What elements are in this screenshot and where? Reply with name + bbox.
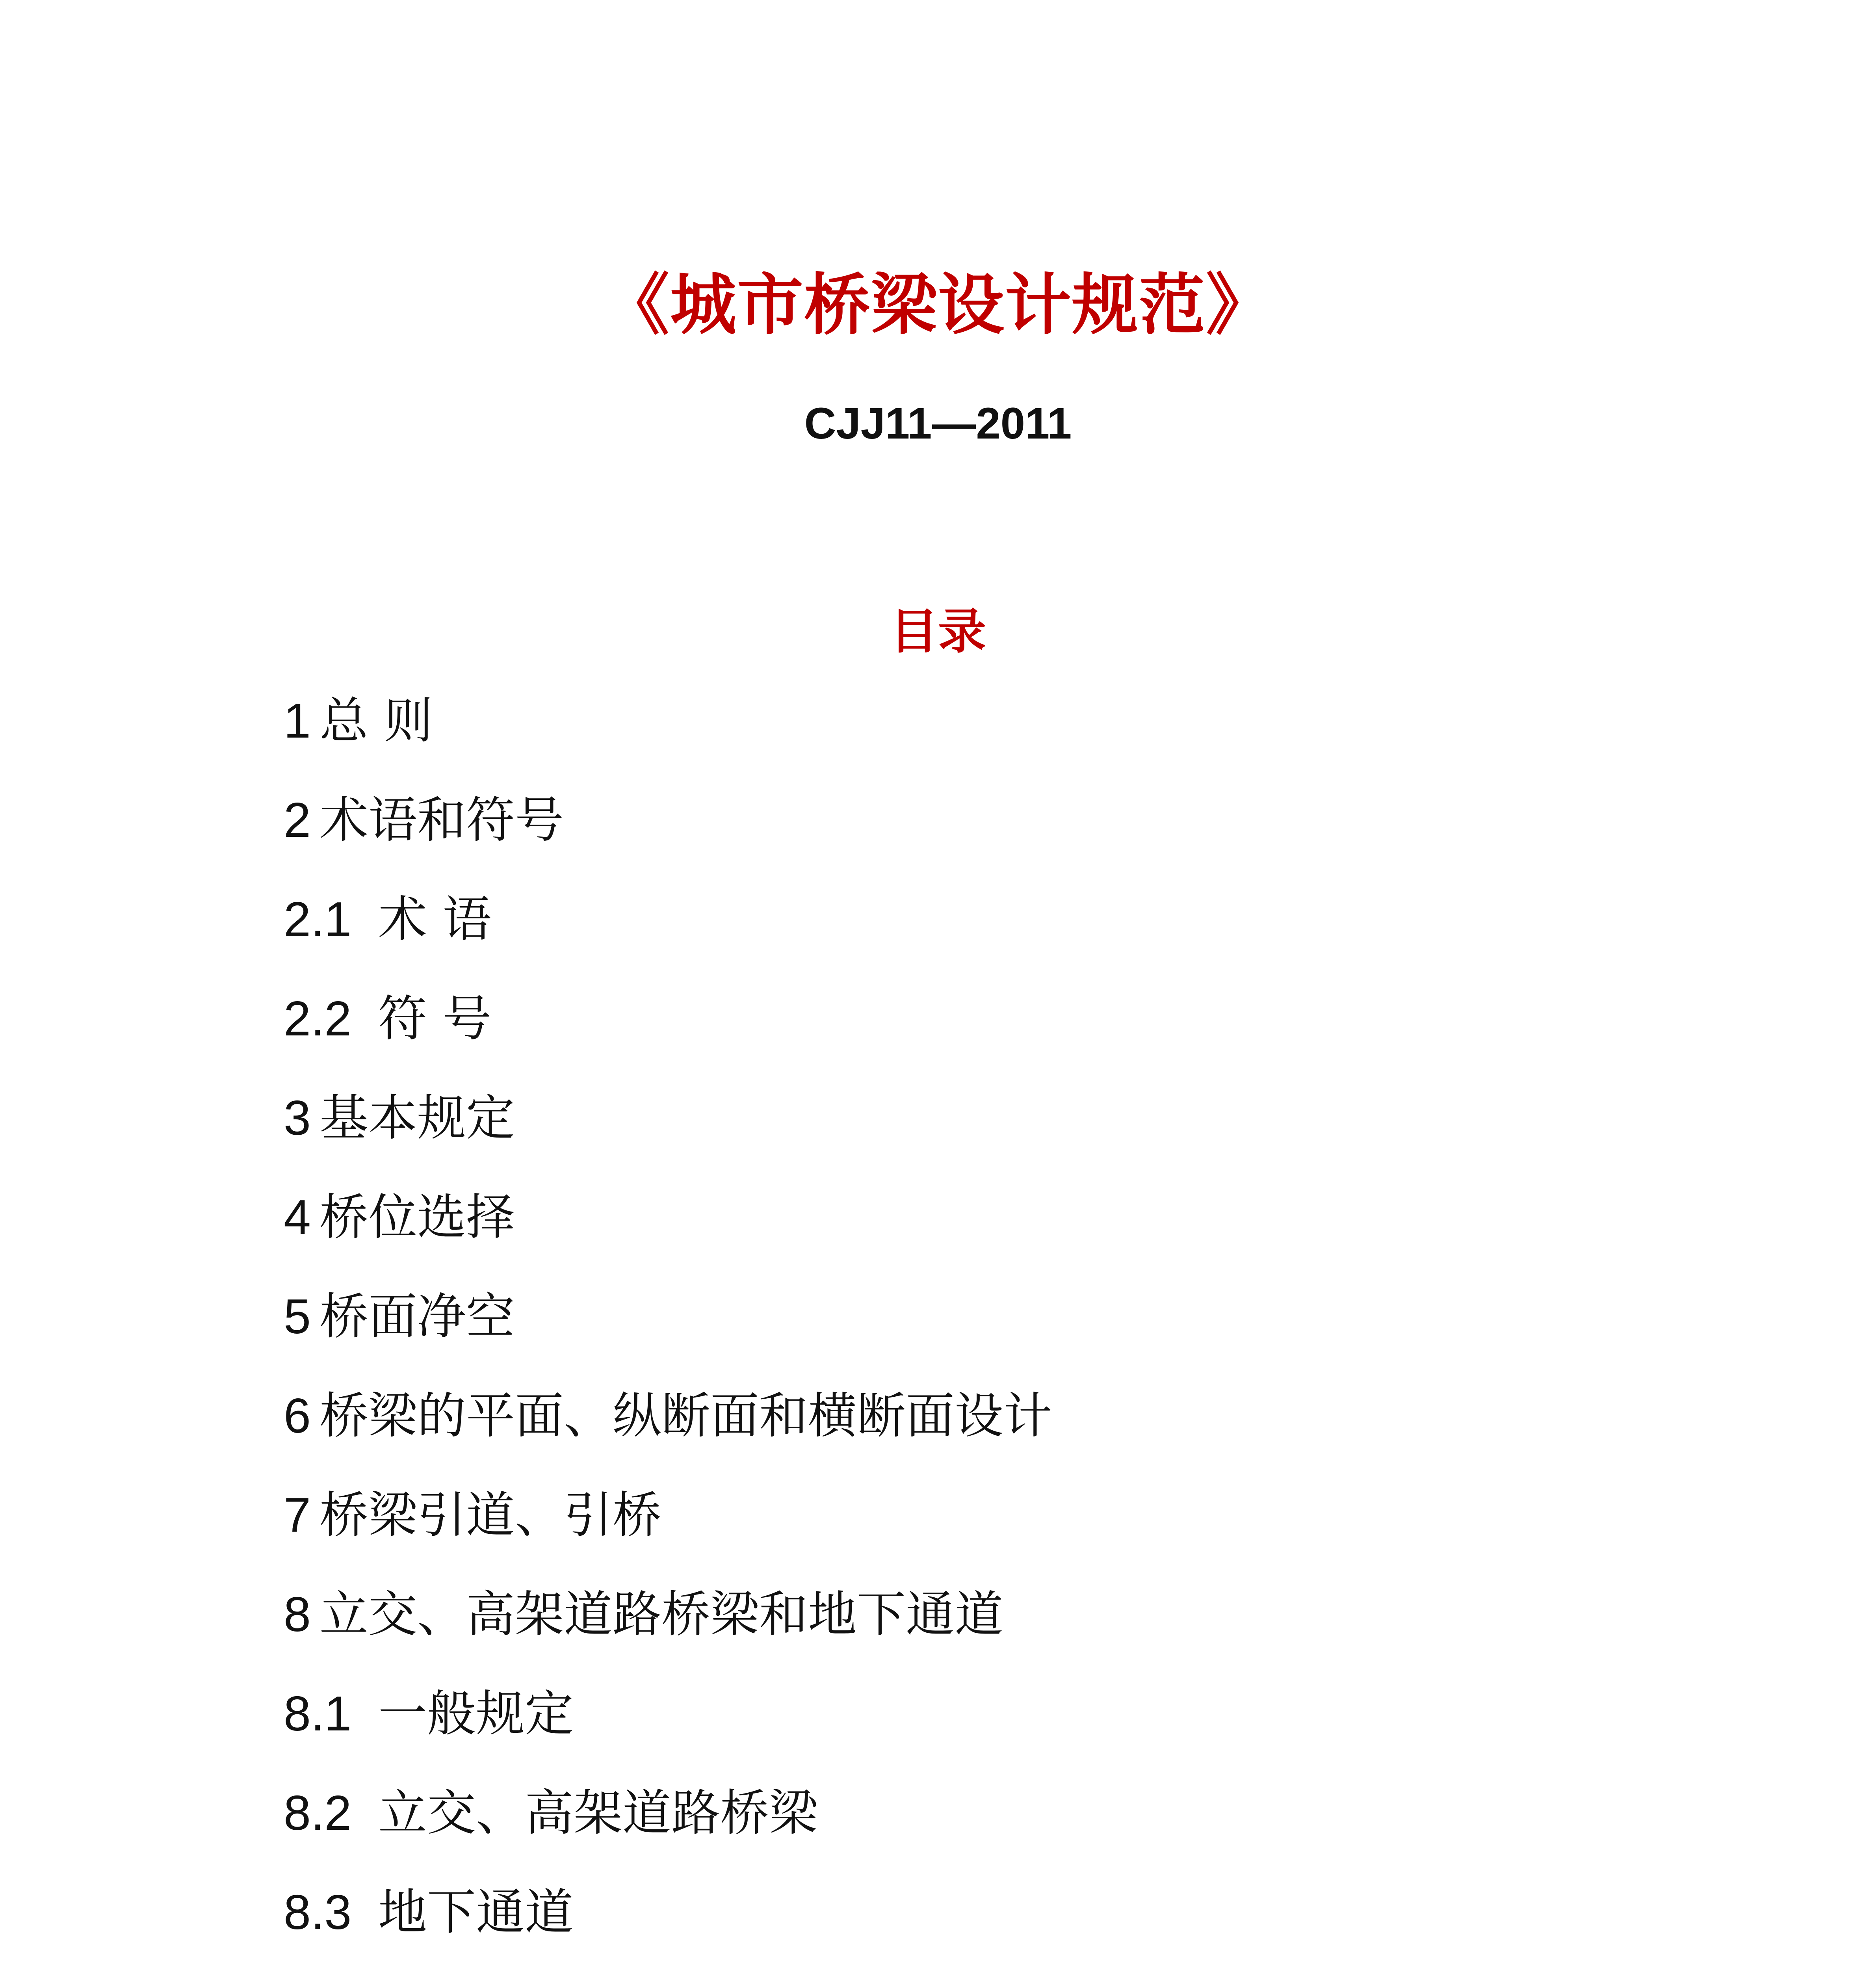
toc-entry-label: 立交、高架道路桥梁 [378, 1785, 818, 1842]
toc-entry [284, 1087, 1052, 1186]
toc-entry-label: 基本规定 [319, 1090, 515, 1147]
toc-entry [284, 1682, 1052, 1782]
toc-entry-label: 术语和符号 [319, 792, 564, 849]
toc-entry-number: 8 [284, 1587, 311, 1642]
document-title: 《城市桥梁设计规范》 [603, 266, 1273, 344]
toc-entry [284, 888, 1052, 987]
toc-entry-label: 总 则 [319, 693, 433, 749]
toc-entry-label: 桥位选择 [319, 1189, 515, 1246]
toc-entry-number: 1 [284, 694, 311, 748]
toc-entry-number: 6 [284, 1389, 311, 1443]
toc-entry-number: 8.3 [284, 1885, 352, 1940]
toc-entry [284, 690, 1052, 789]
toc-entry [284, 1186, 1052, 1285]
toc-entry-label: 地下通道 [378, 1884, 574, 1941]
toc-entry-number: 8.2 [284, 1786, 352, 1840]
toc-entry [284, 1881, 1052, 1970]
toc-entry-label: 符 号 [378, 991, 492, 1047]
toc-entry-label: 一般规定 [378, 1686, 574, 1742]
toc-entry [284, 1285, 1052, 1385]
toc-entry-number: 4 [284, 1190, 311, 1245]
toc-entry [284, 987, 1052, 1087]
toc-entry [284, 1484, 1052, 1583]
toc-entry-number: 8.1 [284, 1687, 352, 1741]
toc-entry-label: 桥梁的平面、纵断面和横断面设计 [319, 1388, 1052, 1444]
toc-entry-number: 7 [284, 1488, 311, 1543]
toc-entry-number: 3 [284, 1091, 311, 1145]
toc-entry-label: 立交、高架道路桥梁和地下通道 [319, 1586, 1003, 1643]
table-of-contents [284, 690, 1052, 1970]
toc-entry-label: 桥面净空 [319, 1288, 515, 1345]
toc-entry [284, 1782, 1052, 1881]
toc-entry-label: 桥梁引道、引桥 [319, 1487, 661, 1544]
toc-entry-label: 术 语 [378, 891, 492, 948]
toc-entry [284, 1583, 1052, 1682]
toc-entry-number: 2.2 [284, 992, 352, 1046]
toc-entry-number: 2 [284, 793, 311, 847]
toc-heading: 目录 [890, 604, 986, 660]
toc-entry [284, 789, 1052, 888]
standard-code: CJJ11—2011 [804, 399, 1072, 448]
toc-entry-number: 2.1 [284, 892, 352, 947]
toc-entry-number: 5 [284, 1290, 311, 1344]
toc-entry [284, 1385, 1052, 1484]
